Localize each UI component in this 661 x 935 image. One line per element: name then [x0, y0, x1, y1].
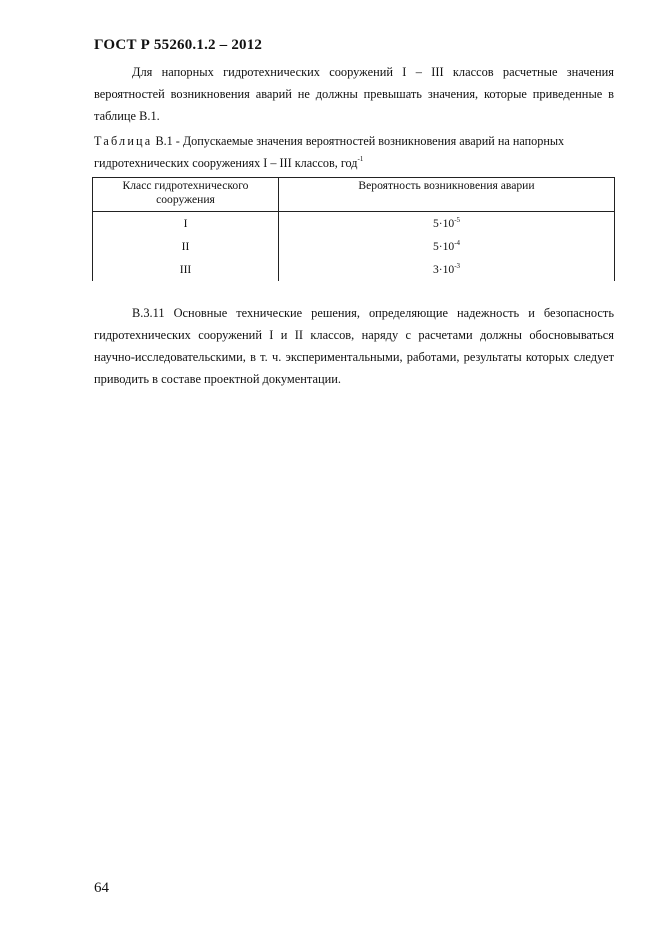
class-cell: III — [93, 258, 279, 281]
paragraph-probability-requirement — [94, 61, 614, 127]
table-caption — [94, 130, 614, 174]
probability-exponent: -4 — [454, 239, 461, 247]
probability-mantissa: 3·10 — [432, 263, 455, 276]
probability-cell — [279, 212, 615, 236]
probability-mantissa: 5·10 — [432, 217, 455, 230]
probability-cell — [279, 235, 615, 258]
paragraph-text: В.3.11 Основные технические решения, определяющие надежность и безопасность гидротехнических сооружений I и II классов, наряду с расчетами должны обосновываться научно-исследовательскими, в т. ч. экспериментальными, работами, результаты которых следует приводить в составе проектной документации. — [94, 306, 614, 386]
column-header-class: Класс гидротехнического сооружения — [93, 178, 279, 212]
table-row — [93, 235, 615, 258]
paragraph-text: Для напорных гидротехнических сооружений I – III классов расчетные значения вероятностей возникновения аварий не должны превышать значения, которые приведенные в таблице В.1. — [94, 65, 614, 123]
table-caption-label: Таблица — [94, 134, 153, 148]
probability-table — [92, 177, 615, 281]
probability-cell — [279, 258, 615, 281]
probability-mantissa: 5·10 — [432, 240, 455, 253]
column-header-probability: Вероятность возникновения аварии — [279, 178, 615, 212]
document-title: ГОСТ Р 55260.1.2 – 2012 — [94, 37, 263, 53]
table-caption-text: В.1 - Допускаемые значения вероятностей возникновения аварий на напорных гидротехнических сооружениях I – III классов, год — [94, 134, 565, 170]
page-number: 64 — [94, 880, 109, 896]
paragraph-b-3-11 — [94, 302, 614, 390]
probability-exponent: -3 — [454, 262, 461, 270]
table-row — [93, 258, 615, 281]
table-caption-exponent: -1 — [357, 155, 364, 163]
probability-exponent: -5 — [454, 216, 461, 224]
class-cell: I — [93, 212, 279, 236]
table-header-row — [93, 178, 615, 212]
table-row — [93, 212, 615, 236]
class-cell: II — [93, 235, 279, 258]
